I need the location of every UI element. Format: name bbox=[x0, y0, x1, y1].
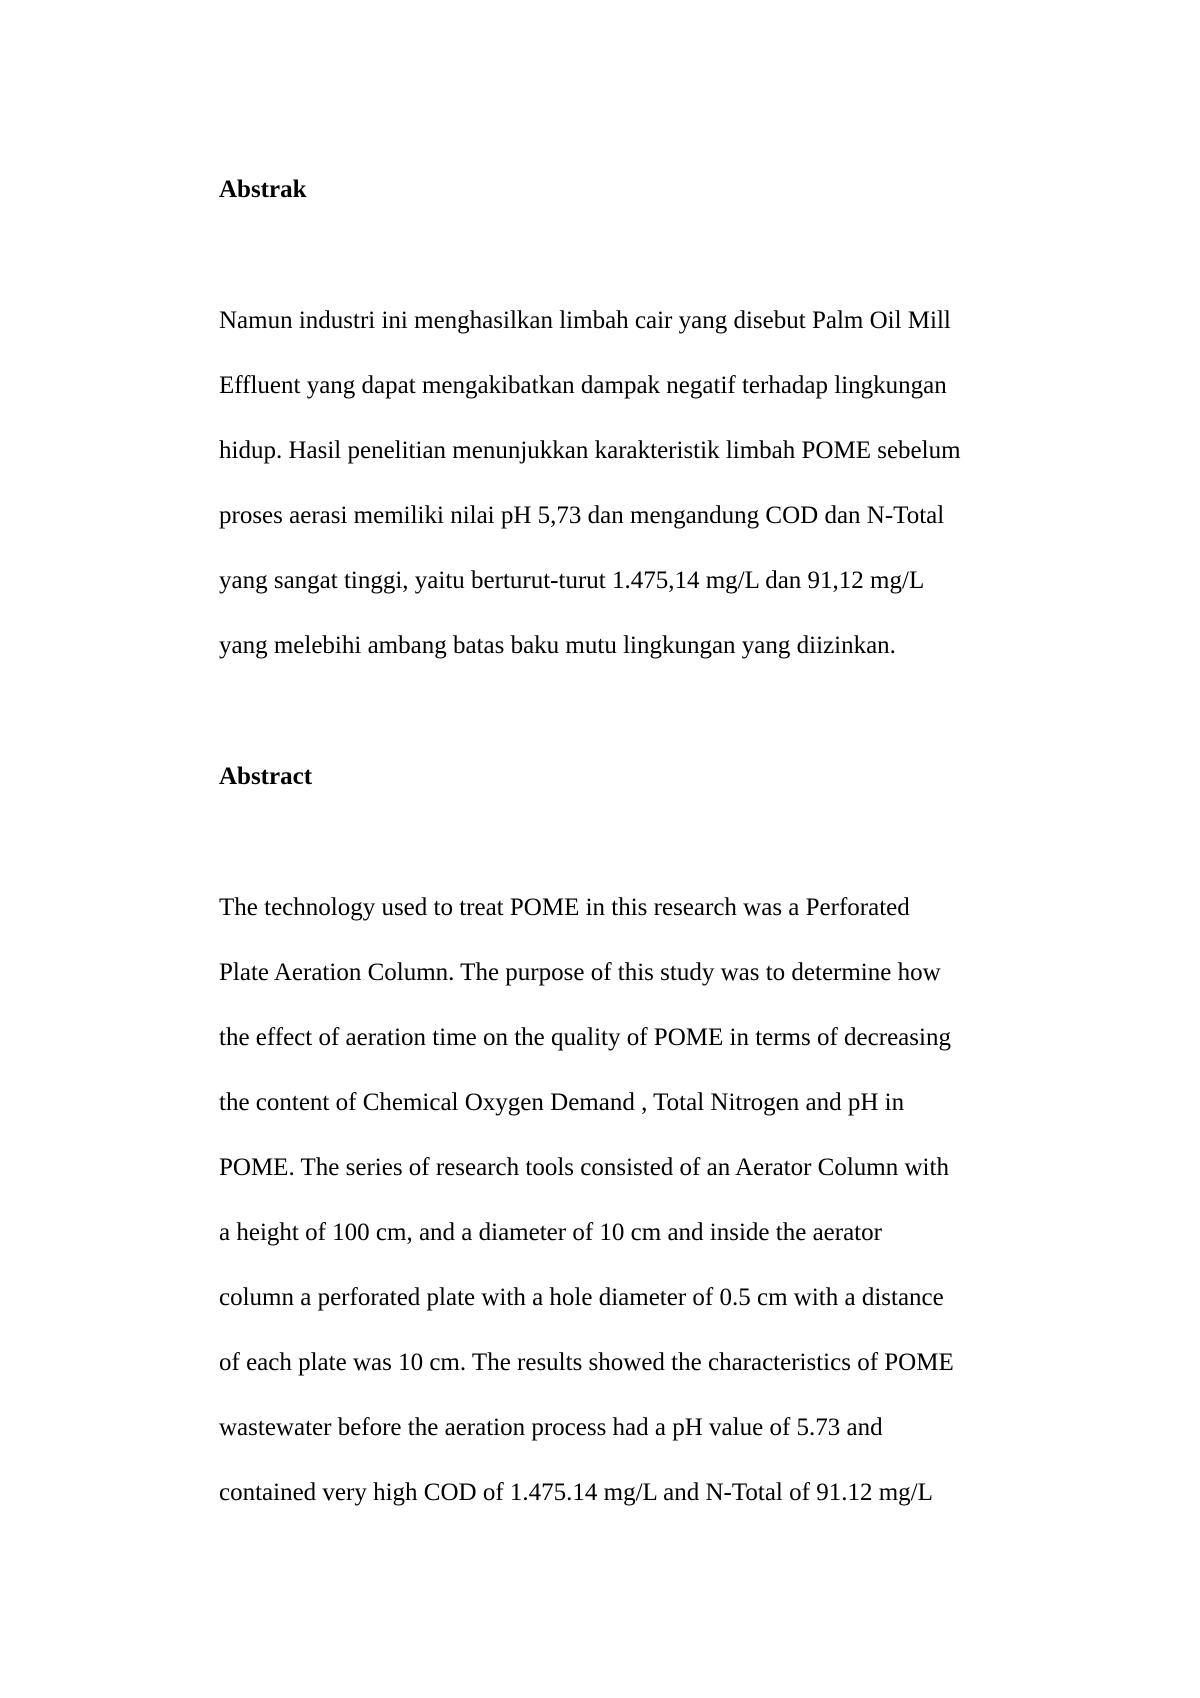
abstrak-line: Namun industri ini menghasilkan limbah cair yang disebut Palm Oil Mill bbox=[219, 307, 951, 334]
abstract-line: wastewater before the aeration process had a pH value of 5.73 and bbox=[219, 1414, 883, 1441]
abstract-line: contained very high COD of 1.475.14 mg/L and N-Total of 91.12 mg/L bbox=[219, 1479, 933, 1506]
abstract-line: Plate Aeration Column. The purpose of this study was to determine how bbox=[219, 959, 941, 986]
abstract-line: the effect of aeration time on the quality of POME in terms of decreasing bbox=[219, 1024, 951, 1051]
abstract-line: of each plate was 10 cm. The results showed the characteristics of POME bbox=[219, 1349, 954, 1376]
abstrak-line: Effluent yang dapat mengakibatkan dampak negatif terhadap lingkungan bbox=[219, 372, 947, 399]
abstract-line: the content of Chemical Oxygen Demand , Total Nitrogen and pH in bbox=[219, 1089, 905, 1116]
abstract-line: a height of 100 cm, and a diameter of 10 cm and inside the aerator bbox=[219, 1219, 882, 1246]
abstract-line: The technology used to treat POME in this research was a Perforated bbox=[219, 894, 910, 921]
abstrak-line: proses aerasi memiliki nilai pH 5,73 dan mengandung COD dan N-Total bbox=[219, 502, 945, 529]
abstract-line: column a perforated plate with a hole diameter of 0.5 cm with a distance bbox=[219, 1284, 944, 1311]
abstrak-heading: Abstrak bbox=[219, 176, 307, 203]
abstrak-line: yang melebihi ambang batas baku mutu lingkungan yang diizinkan. bbox=[219, 632, 896, 659]
abstract-line: POME. The series of research tools consisted of an Aerator Column with bbox=[219, 1154, 949, 1181]
abstract-heading: Abstract bbox=[219, 763, 313, 790]
abstrak-line: hidup. Hasil penelitian menunjukkan karakteristik limbah POME sebelum bbox=[219, 437, 961, 464]
abstrak-line: yang sangat tinggi, yaitu berturut-turut 1.475,14 mg/L dan 91,12 mg/L bbox=[219, 567, 925, 594]
